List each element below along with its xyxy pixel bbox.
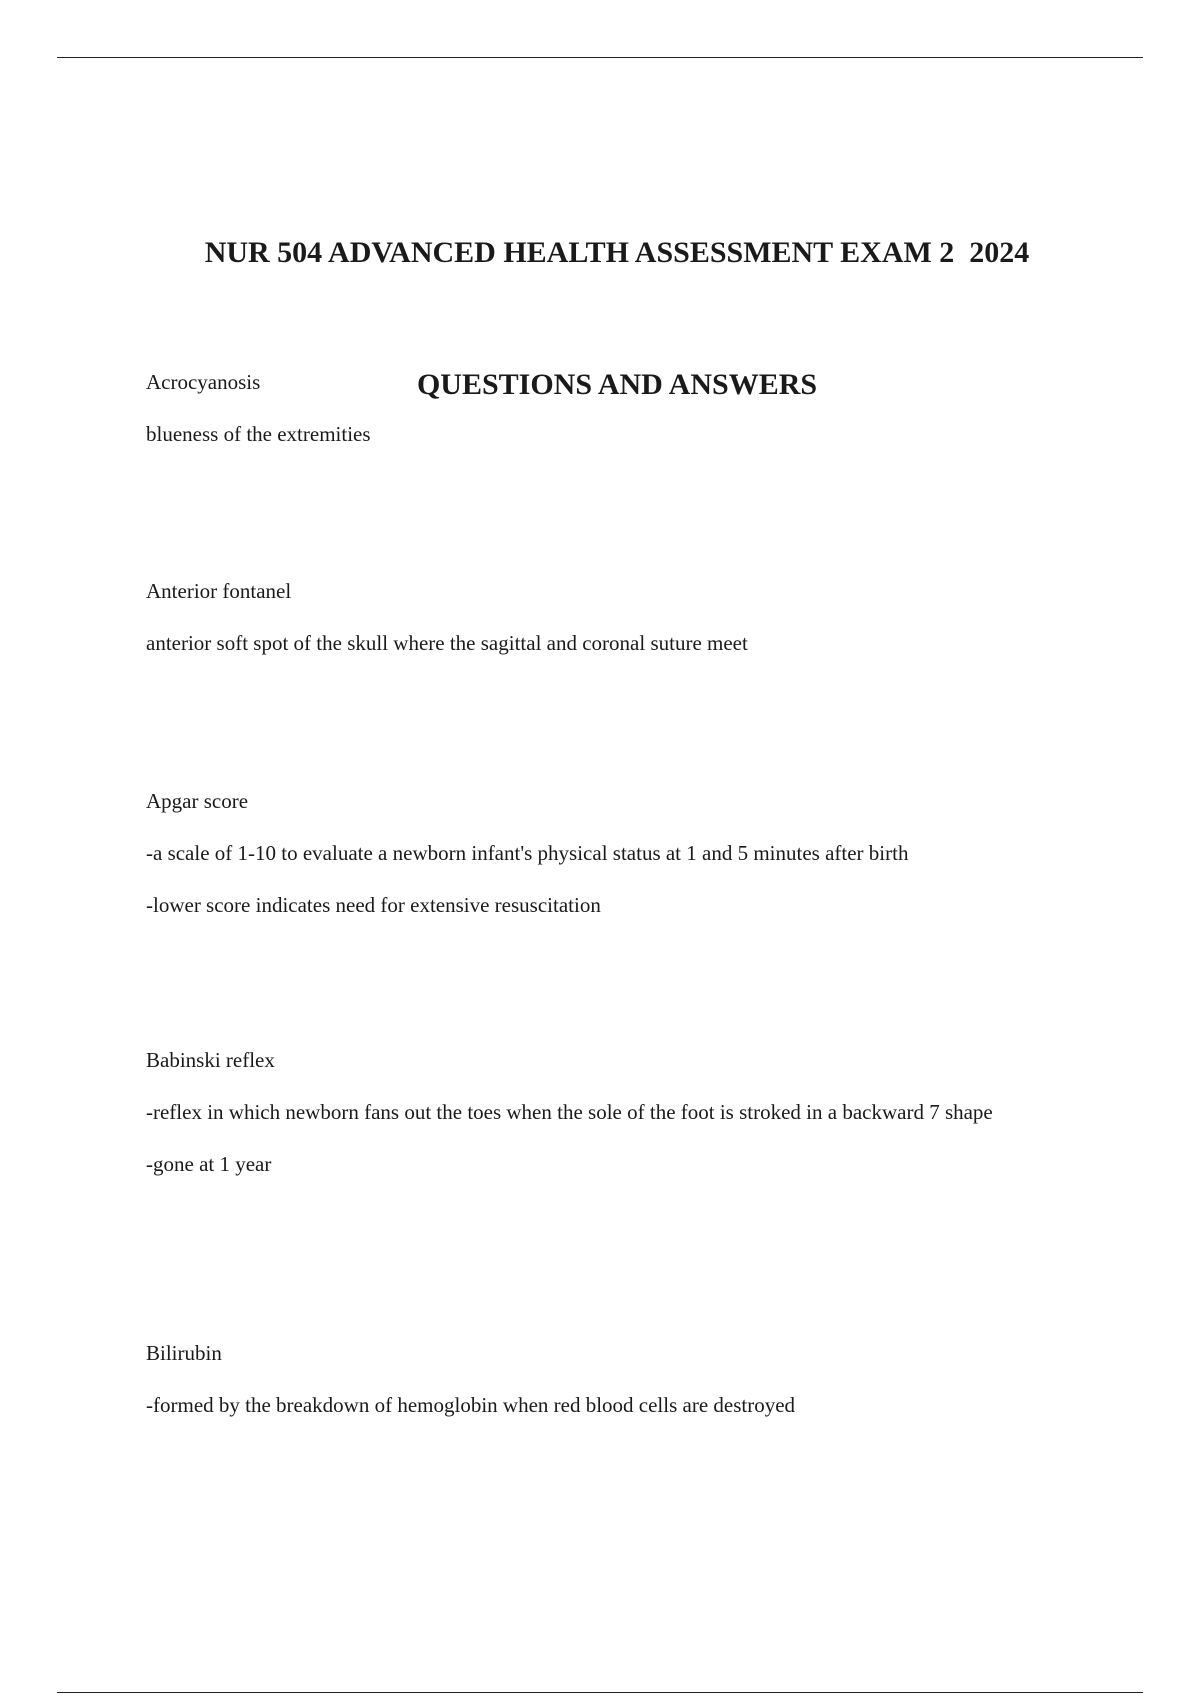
entry-definition: -gone at 1 year [146, 1152, 272, 1176]
entry-definition: -reflex in which newborn fans out the toes when the sole of the foot is stroked in a backward 7 shape [146, 1100, 993, 1124]
entry-apgar-score [146, 785, 1066, 941]
entry-definition: -formed by the breakdown of hemoglobin when red blood cells are destroyed [146, 1393, 796, 1417]
entry-definition: -lower score indicates need for extensive resuscitation [146, 893, 601, 917]
entry-babinski-reflex [146, 1044, 1066, 1200]
entry-definition: blueness of the extremities [146, 422, 371, 446]
entry-term: Acrocyanosis [146, 370, 261, 394]
entry-acrocyanosis [146, 366, 1066, 470]
entry-definition: anterior soft spot of the skull where the sagittal and coronal suture meet [146, 631, 748, 655]
entry-definition: -a scale of 1-10 to evaluate a newborn infant's physical status at 1 and 5 minutes after birth [146, 841, 909, 865]
entry-term: Anterior fontanel [146, 579, 292, 603]
entry-bilirubin [146, 1337, 1066, 1441]
title-line-2: QUESTIONS AND ANSWERS [416, 368, 818, 401]
entry-term: Bilirubin [146, 1341, 222, 1365]
top-rule [57, 57, 1143, 58]
entry-anterior-fontanel [146, 575, 1066, 679]
entry-term: Apgar score [146, 789, 249, 813]
bottom-rule [57, 1692, 1143, 1693]
title-line-1: NUR 504 ADVANCED HEALTH ASSESSMENT EXAM 2 2024 [204, 236, 1030, 269]
entry-term: Babinski reflex [146, 1048, 275, 1072]
